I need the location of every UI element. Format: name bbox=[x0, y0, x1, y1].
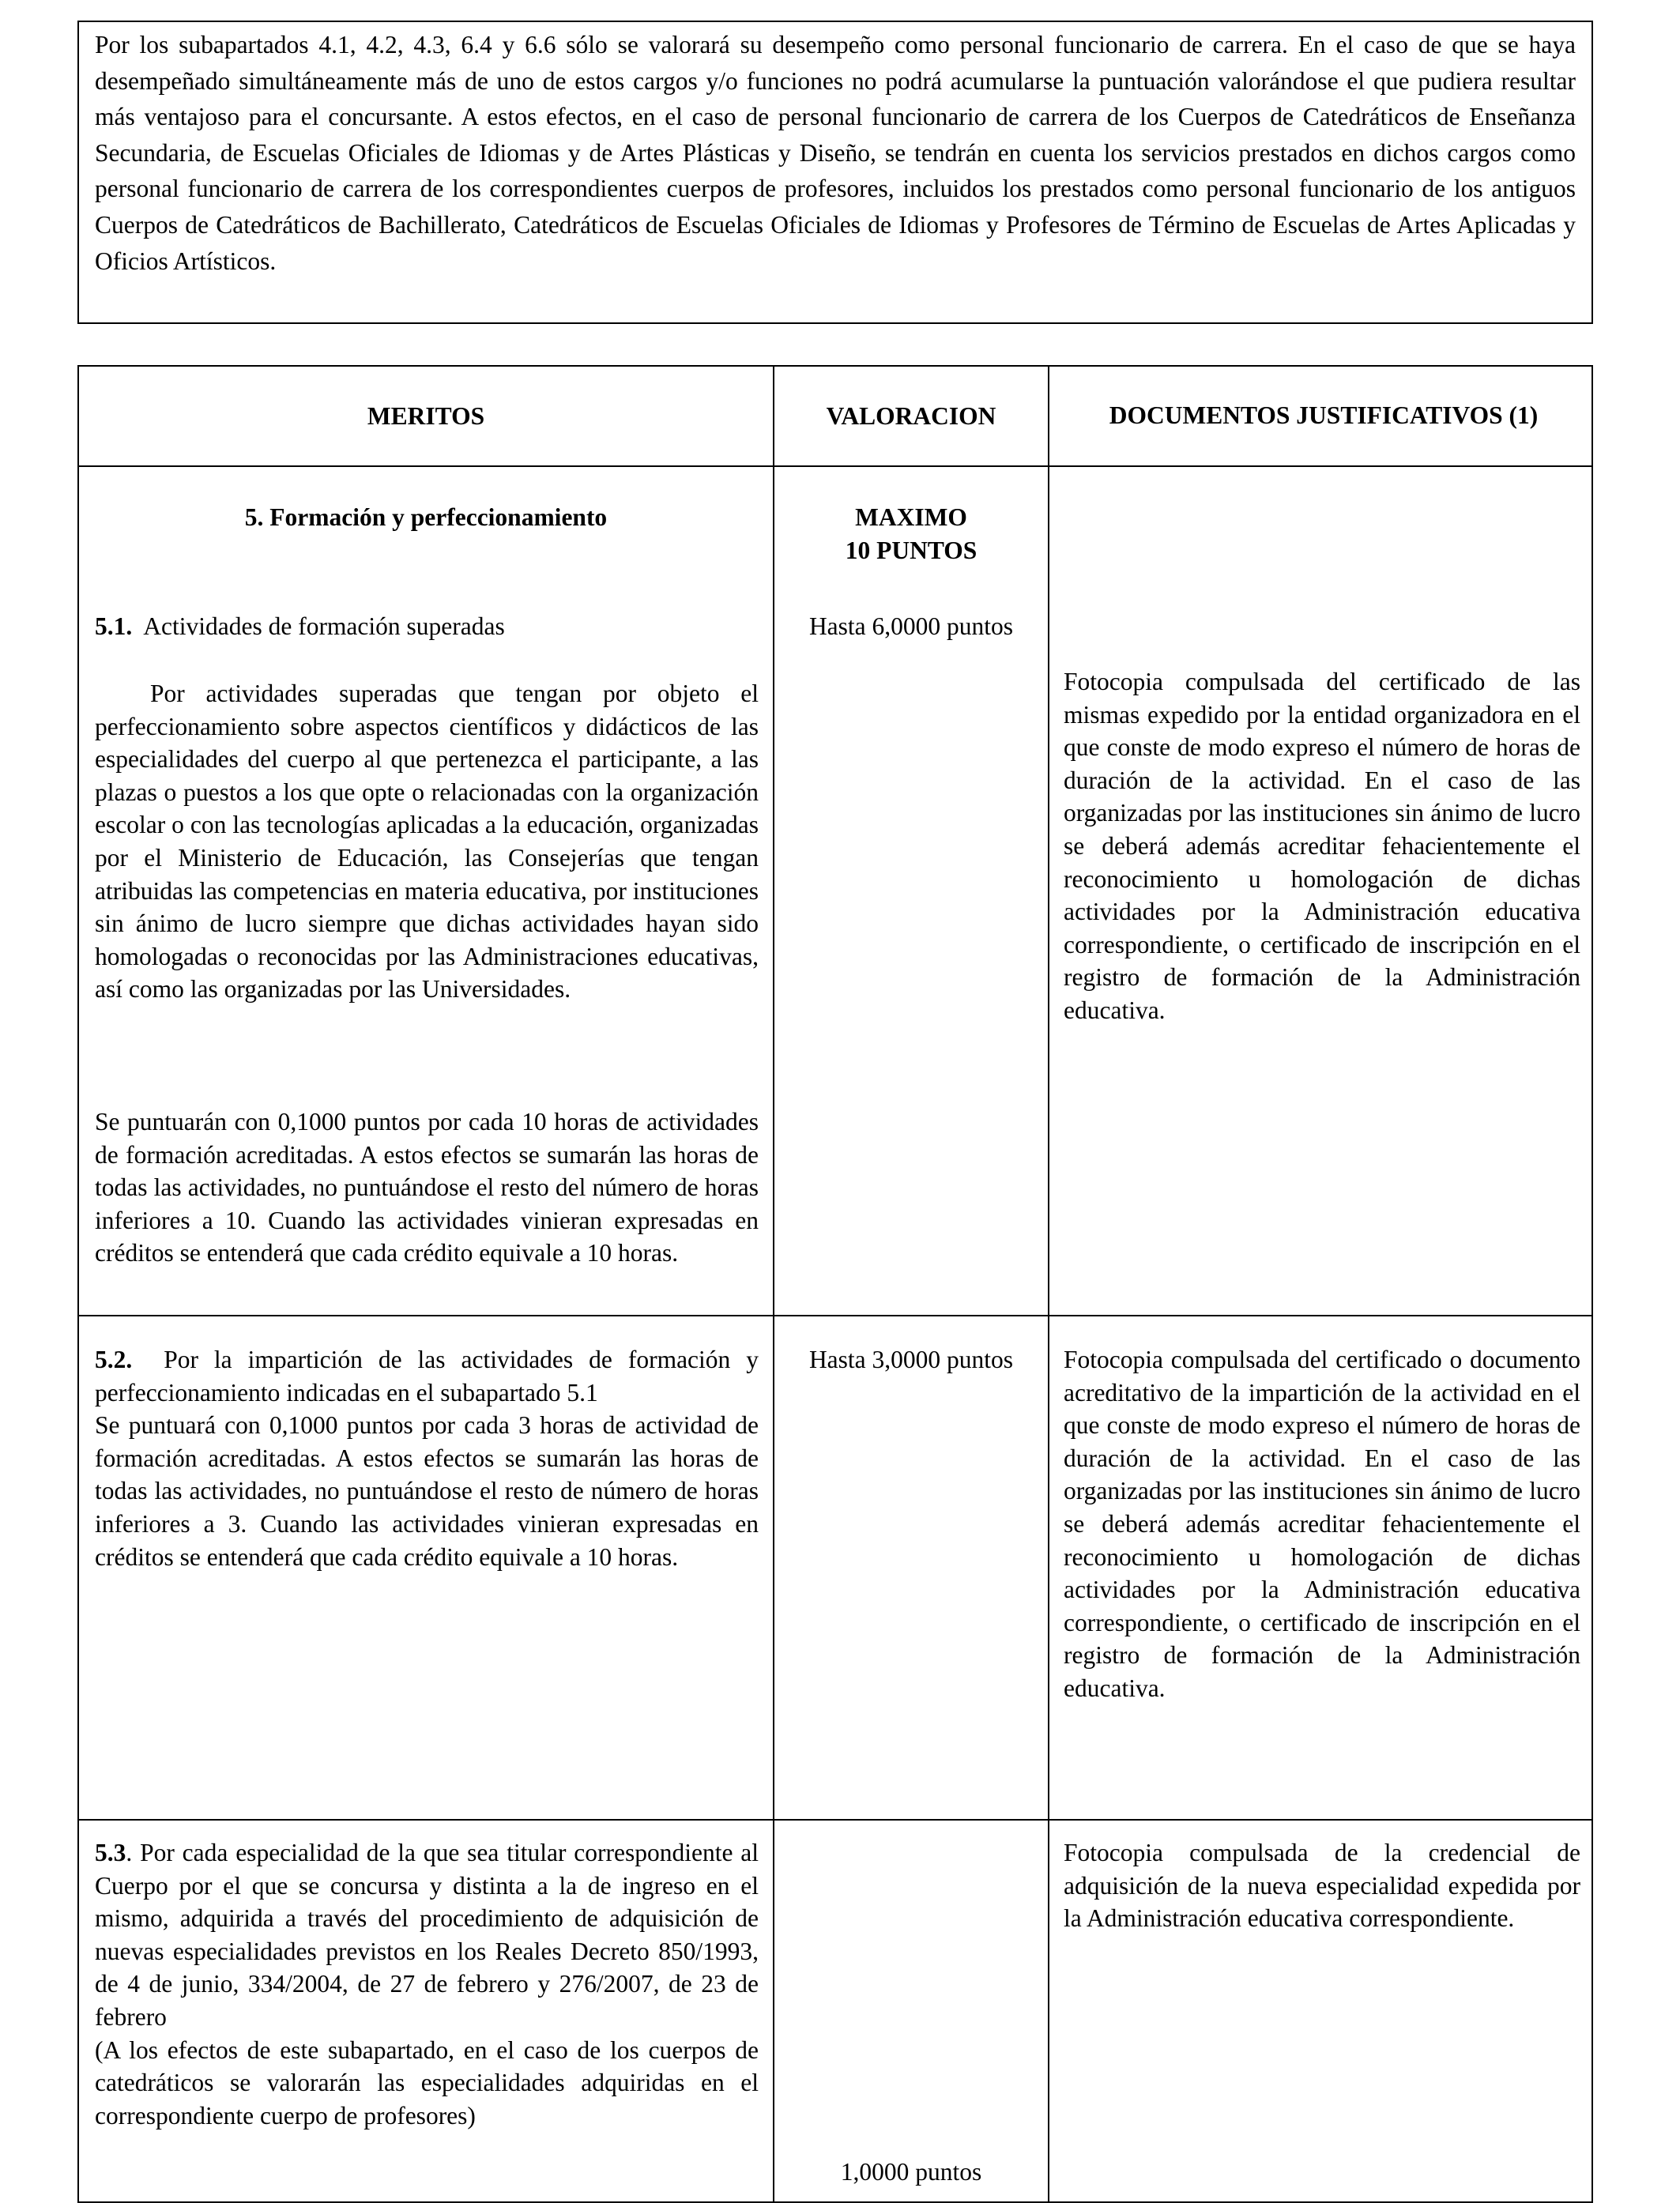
row-5-3-note: (A los efectos de este subapartado, en el caso de los cuerpos de catedráticos se valorarán las especialidades adquiridas en el correspondiente cuerpo de profesores) bbox=[95, 2035, 759, 2130]
row-divider bbox=[79, 1315, 1591, 1316]
row-5-3-number: 5.3 bbox=[95, 1839, 126, 1866]
section-max-value: 10 PUNTOS bbox=[845, 536, 977, 564]
row-5-2-number: 5.2. bbox=[95, 1346, 133, 1373]
row-5-2-body: Se puntuará con 0,1000 puntos por cada 3 horas de actividad de formación acreditadas. A estos efectos se sumarán las horas de todas las actividades, no puntuándose el resto de número de horas inferiores a 3. Cuando las actividades vinieran expresadas en créditos se entenderá que cada crédito equivale a 10 horas. bbox=[95, 1411, 759, 1571]
row-5-2-documents: Fotocopia compulsada del certificado o documento acreditativo de la impartición de la actividad en el que conste de modo expreso el número de horas de duración de la actividad. En el caso de las organizadas por las instituciones sin ánimo de lucro se deberá además acreditar fehacientemente el reconocimiento u homologación de dichas actividades por la Administración educativa correspondiente, o certificado de inscripción en el registro de formación de la Administración educativa. bbox=[1064, 1346, 1580, 1702]
section-max-label: MAXIMO bbox=[855, 503, 967, 531]
column-divider bbox=[1048, 367, 1049, 2201]
row-5-2-valuation: Hasta 3,0000 puntos bbox=[808, 1346, 1014, 1373]
row-5-2-heading bbox=[95, 1343, 759, 1409]
row-5-3-body: . Por cada especialidad de la que sea titular correspondiente al Cuerpo por el que se concursa y distinta a la de ingreso en el mismo, adquirida a través del procedimiento de adquisición de nuevas especialidades previstos en los Reales Decreto 850/1993, de 4 de junio, 334/2004, de 27 de febrero y 276/2007, de 23 de febrero bbox=[95, 1839, 759, 2031]
merits-table bbox=[77, 365, 1593, 2203]
row-divider bbox=[79, 1819, 1591, 1821]
row-5-1-number: 5.1. bbox=[95, 612, 133, 640]
section-title: 5. Formación y perfeccionamiento bbox=[244, 503, 608, 531]
row-5-3-documents: Fotocopia compulsada de la credencial de adquisición de la nueva especialidad expedida por la Administración educativa correspondiente. bbox=[1064, 1839, 1580, 1933]
row-5-3-valuation: 1,0000 puntos bbox=[840, 2158, 982, 2186]
row-5-2-title: Por la impartición de las actividades de formación y perfeccionamiento indicadas en el subapartado 5.1 bbox=[95, 1346, 759, 1407]
intro-note-text: Por los subapartados 4.1, 4.2, 4.3, 6.4 y 6.6 sólo se valorará su desempeño como personal funcionario de carrera. En el caso de que se haya desempeñado simultáneamente más de uno de estos cargos y/o funciones no podrá acumularse la puntuación valorándose el que pudiera resultar más ventajoso para el concursante. A estos efectos, en el caso de personal funcionario de carrera de los Cuerpos de Catedráticos de Enseñanza Secundaria, de Escuelas Oficiales de Idiomas y de Artes Plásticas y Diseño, se tendrán en cuenta los servicios prestados en dichos cargos como personal funcionario de carrera de los correspondientes cuerpos de profesores, incluidos los prestados como personal funcionario de los antiguos Cuerpos de Catedráticos de Bachillerato, Catedráticos de Escuelas Oficiales de Idiomas y Profesores de Término de Escuelas de Artes Aplicadas y Oficios Artísticos. bbox=[95, 31, 1576, 275]
section-max-points bbox=[774, 501, 1048, 567]
row-5-1-scoring: Se puntuarán con 0,1000 puntos por cada 10 horas de actividades de formación acreditadas. A estos efectos se sumarán las horas de todas las actividades, no puntuándose el resto del número de horas inferiores a 10. Cuando las actividades vinieran expresadas en créditos se entenderá que cada crédito equivale a 10 horas. bbox=[95, 1108, 759, 1267]
row-5-1-documents: Fotocopia compulsada del certificado de las mismas expedido por la entidad organizadora en el que conste de modo expreso el número de horas de duración de la actividad. En el caso de las organizadas por las instituciones sin ánimo de lucro se deberá además acreditar fehacientemente el reconocimiento u homologación de dichas actividades por la Administración educativa correspondiente, o certificado de inscripción en el registro de formación de la Administración educativa. bbox=[1064, 668, 1580, 1024]
row-5-2-merit bbox=[95, 1343, 759, 1573]
header-documents: DOCUMENTOS JUSTIFICATIVOS (1) bbox=[1109, 401, 1539, 429]
header-merits: MERITOS bbox=[367, 402, 485, 430]
row-5-1-description: Por actividades superadas que tengan por objeto el perfeccionamiento sobre aspectos científicos y didácticos de las especialidades del cuerpo al que pertenezca el participante, a las plazas o puestos a los que opte o relacionadas con la organización escolar o con las tecnologías aplicadas a la educación, organizadas por el Ministerio de Educación, las Consejerías que tengan atribuidas las competencias en materia educativa, por instituciones sin ánimo de lucro siempre que dichas actividades hayan sido homologadas o reconocidas por las Administraciones educativas, así como las organizadas por las Universidades. bbox=[95, 680, 759, 1004]
row-5-1-valuation: Hasta 6,0000 puntos bbox=[808, 612, 1014, 640]
intro-note-box bbox=[77, 21, 1593, 324]
row-5-1-title: Actividades de formación superadas bbox=[143, 612, 505, 640]
row-divider bbox=[79, 465, 1591, 467]
row-5-3-text bbox=[95, 1836, 759, 2034]
header-valuation: VALORACION bbox=[826, 402, 996, 430]
row-5-3-merit bbox=[95, 1836, 759, 2132]
row-5-1-heading bbox=[95, 610, 759, 643]
